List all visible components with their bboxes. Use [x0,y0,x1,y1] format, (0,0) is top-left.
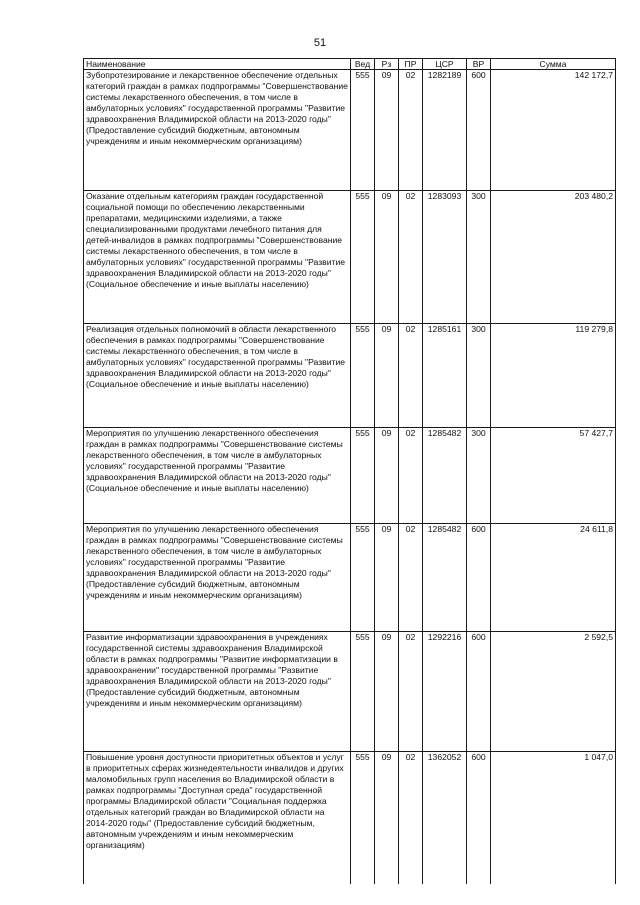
row-name: Повышение уровня доступности приоритетных объектов и услуг в приоритетных сферах жизнедеятельности инвалидов и других маломобильных групп населения во Владимирской области в рамках подпрограммы "Доступная среда" государственной программы Владимирской области "Социальная поддержка отдельных категорий граждан во Владимирской области на 2014-2020 годы" (Предоставление субсидий бюджетным, автономным учреждениям и иным некоммерческим организациям) [84,752,351,885]
row-csr: 1285482 [423,524,467,624]
row-vr: 600 [467,524,491,624]
row-vr: 300 [467,324,491,420]
header-sum: Сумма [491,59,616,70]
table-header-row [84,59,616,70]
row-csr: 1362052 [423,752,467,885]
row-name: Развитие информатизации здравоохранения в учреждениях государственной системы здравоохранения Владимирской области в рамках подпрограммы "Развитие информатизации в здравоохранении" государственной программы "Развитие здравоохранения Владимирской области на 2013-2020 годы" (Предоставление субсидий бюджетным, автономным учреждениям и иным некоммерческим организациям) [84,632,351,744]
row-name: Реализация отдельных полномочий в области лекарственного обеспечения в рамках подпрограммы "Совершенствование системы лекарственного обеспечения, в том числе в амбулаторных условиях" государственной программы "Развитие здравоохранения Владимирской области на 2013-2020 годы" (Социальное обеспечение и иные выплаты населению) [84,324,351,420]
row-spacer [84,419,616,428]
row-pr: 02 [399,428,423,516]
row-ved: 555 [351,324,375,420]
table-row [84,752,616,885]
budget-table [83,58,616,884]
row-pr: 02 [399,752,423,885]
row-vr: 600 [467,70,491,183]
page-number: 51 [313,37,327,49]
row-csr: 1285482 [423,428,467,516]
row-pr: 02 [399,524,423,624]
row-rz: 09 [375,632,399,744]
row-name: Зубопротезирование и лекарственное обеспечение отдельных категорий граждан в рамках подпрограммы "Совершенствование системы лекарственного обеспечения, в том числе в амбулаторных условиях" государственной программы "Развитие здравоохранения Владимирской области на 2013-2020 годы" (Предоставление субсидий бюджетным, автономным учреждениям и иным некоммерческим организациям) [84,70,351,183]
row-rz: 09 [375,70,399,183]
row-rz: 09 [375,752,399,885]
row-rz: 09 [375,324,399,420]
row-spacer [84,743,616,752]
row-name: Оказание отдельным категориям граждан государственной социальной помощи по обеспечению лекарственными препаратами, медицинскими изделиями, а также специализированными продуктами лечебного питания для детей-инвалидов в рамках подпрограммы "Совершенствование системы лекарственного обеспечения, в том числе в амбулаторных условиях" государственной программы "Развитие здравоохранения Владимирской области на 2013-2020 годы" (Социальное обеспечение и иные выплаты населению) [84,191,351,316]
row-ved: 555 [351,428,375,516]
table-row [84,428,616,516]
row-ved: 555 [351,752,375,885]
header-csr: ЦСР [423,59,467,70]
table-row [84,324,616,420]
header-pr: ПР [399,59,423,70]
table-row [84,632,616,744]
row-rz: 09 [375,428,399,516]
row-rz: 09 [375,524,399,624]
row-vr: 300 [467,191,491,316]
row-ved: 555 [351,191,375,316]
row-spacer [84,623,616,632]
row-sum: 119 279,8 [491,324,616,420]
row-vr: 600 [467,752,491,885]
header-rz: Рз [375,59,399,70]
row-spacer [84,315,616,324]
row-pr: 02 [399,632,423,744]
row-sum: 1 047,0 [491,752,616,885]
row-ved: 555 [351,632,375,744]
row-ved: 555 [351,70,375,183]
row-sum: 203 480,2 [491,191,616,316]
row-vr: 300 [467,428,491,516]
row-spacer [84,182,616,191]
table-row [84,191,616,316]
row-rz: 09 [375,191,399,316]
row-csr: 1283093 [423,191,467,316]
header-vr: ВР [467,59,491,70]
row-csr: 1282189 [423,70,467,183]
table-row [84,70,616,183]
row-csr: 1292216 [423,632,467,744]
table-row [84,524,616,624]
row-csr: 1285161 [423,324,467,420]
row-sum: 57 427,7 [491,428,616,516]
row-vr: 600 [467,632,491,744]
row-pr: 02 [399,191,423,316]
row-name: Мероприятия по улучшению лекарственного обеспечения граждан в рамках подпрограммы "Совершенствование системы лекарственного обеспечения, в том числе в амбулаторных условиях" государственной программы "Развитие здравоохранения Владимирской области на 2013-2020 годы" (Социальное обеспечение и иные выплаты населению) [84,428,351,516]
row-sum: 24 611,8 [491,524,616,624]
row-sum: 142 172,7 [491,70,616,183]
header-name: Наименование [84,59,351,70]
row-spacer [84,515,616,524]
header-ved: Вед [351,59,375,70]
row-pr: 02 [399,324,423,420]
row-pr: 02 [399,70,423,183]
row-name: Мероприятия по улучшению лекарственного обеспечения граждан в рамках подпрограммы "Совершенствование системы лекарственного обеспечения, в том числе в амбулаторных условиях" государственной программы "Развитие здравоохранения Владимирской области на 2013-2020 годы" (Предоставление субсидий бюджетным, автономным учреждениям и иным некоммерческим организациям) [84,524,351,624]
row-ved: 555 [351,524,375,624]
row-sum: 2 592,5 [491,632,616,744]
